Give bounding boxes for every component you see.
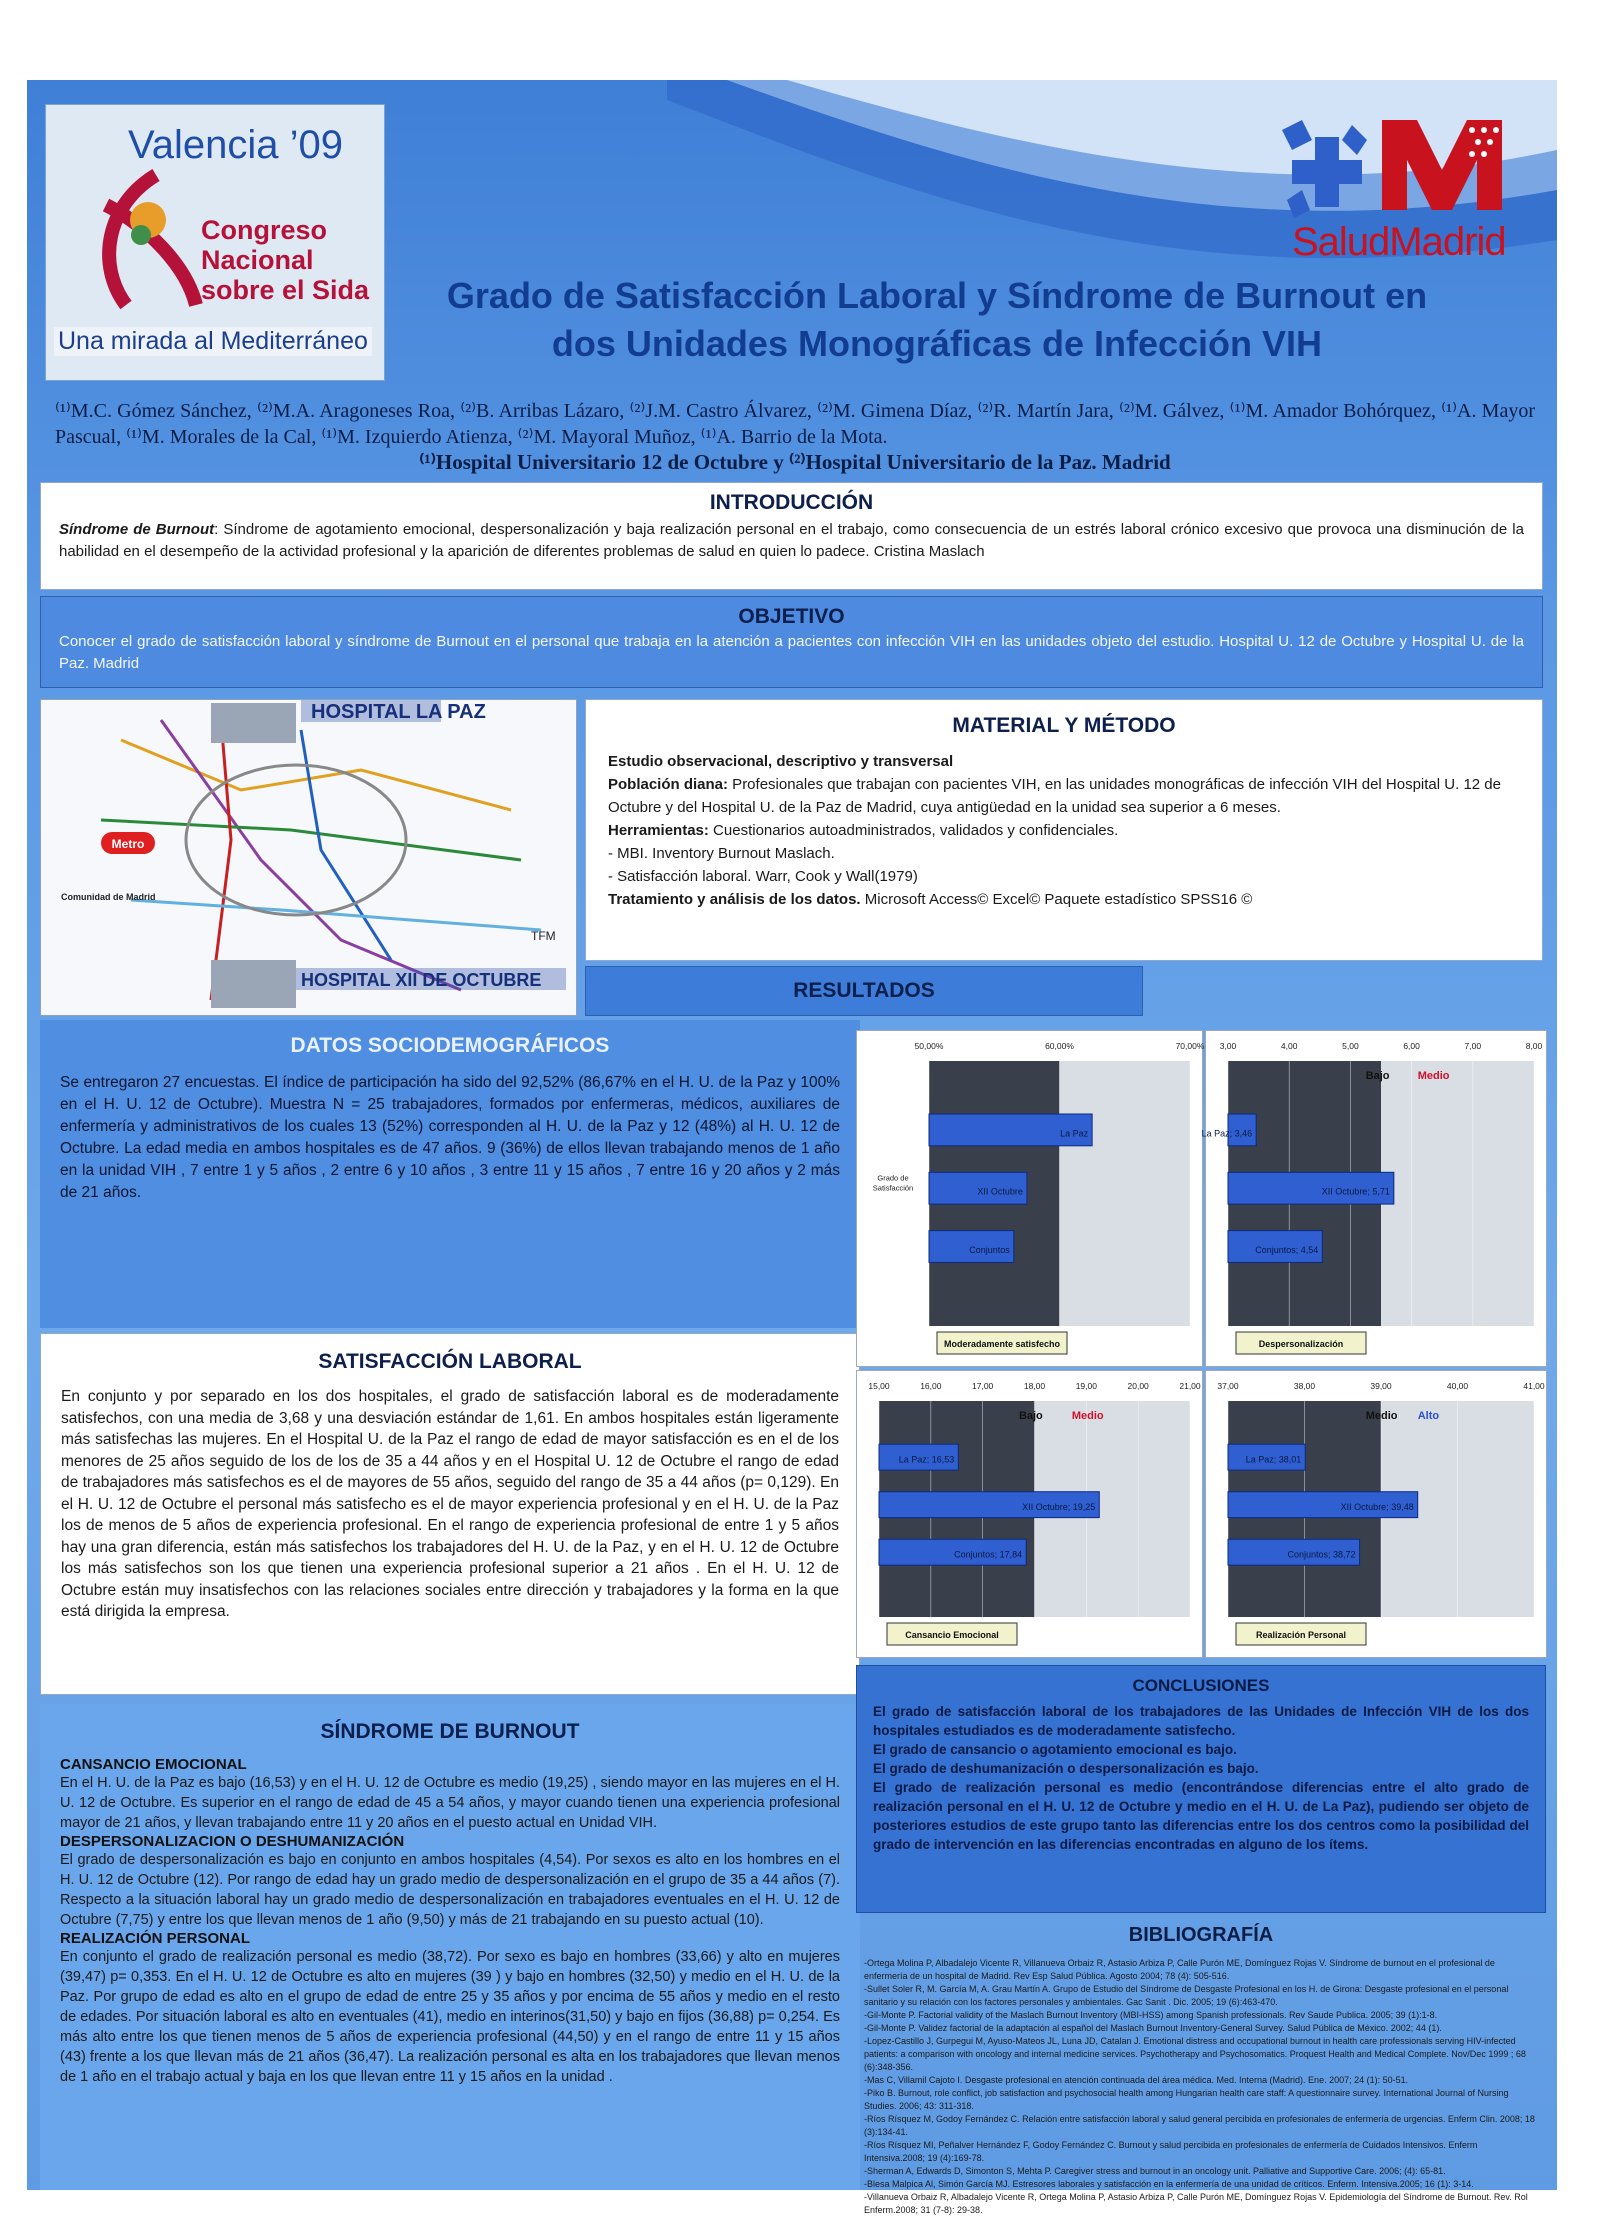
chart-despersonalizacion-svg [1201,1031,1546,1366]
tratamiento-label: Tratamiento y análisis de los datos. [608,891,861,908]
bar-label: Conjuntos; 17,84 [954,1549,1023,1560]
affiliations: ⁽¹⁾Hospital Universitario 12 de Octubre y ⁽²⁾Hospital Universitario de la Paz. Madrid [419,450,1171,474]
bar-label: Conjuntos; 4,54 [1255,1244,1319,1255]
herramienta-item-1: - MBI. Inventory Burnout Maslach. [608,845,835,862]
bibliography-item: -Sherman A, Edwards D, Simonton S, Mehta P. Caregiver stress and burnout in an oncology unit. Palliative and Supportive Care. 2006; (4): 65-81. [864,2166,1446,2176]
bibliography-item: -Ríos Rísquez MI, Peñalver Hernández F, Godoy Fernández C. Burnout y salud percibida en profesionales de enfermería de Cuidados Intensivos. Enferm Intensiva.2008; 19 (4):169-78. [864,2140,1478,2163]
x-tick-label: 4,00 [1280,1041,1298,1051]
burnout-section [40,1704,860,2190]
x-tick-label: 50,00% [914,1041,944,1051]
cansancio-text: En el H. U. de la Paz es bajo (16,53) y en el H. U. 12 de Octubre es medio (19,25) , siendo mayor en las mujeres en el H. U. 12 de Octubre. Es superior en el rango de edad de 45 a 54 años, y mayor cuando tienen una experiencia profesional mayor de 21 años, y llevan trabajando entre 11 y 20 años en el puesto actual en Unidad VIH. [60,1775,840,1831]
bibliography-item: -Villanueva Orbaiz R, Albadalejo Vicente R, Ortega Molina P, Astasio Arbiza P, Calle Purón ME, Domínguez Rojas V. Epidemiología del Síndrome de Burnout. Rev. Rol Enferm.2008; 31 (7-8): 29-38. [864,2192,1528,2215]
bar-label: XII Octubre; 5,71 [1321,1186,1390,1197]
congress-logo [45,104,385,381]
hospital-la-paz-label: HOSPITAL LA PAZ [311,701,486,723]
x-tick-label: 16,00 [920,1381,942,1391]
zone-label: Bajo [1365,1070,1390,1082]
material-heading: MATERIAL Y MÉTODO [952,714,1176,737]
x-tick-label: 18,00 [1023,1381,1046,1391]
conclusiones-section [856,1665,1546,1913]
x-tick-label: 60,00% [1045,1041,1074,1051]
x-tick-label: 6,00 [1403,1041,1420,1051]
conclusiones-heading: CONCLUSIONES [1132,1676,1270,1695]
bibliography-item: -Blesa Malpica Al, Simón García MJ. Estresores laborales y satisfacción en la enfermería de una unidad de críticos. Enferm. Intensiva.2005; 16 (1): 3-14. [864,2179,1474,2189]
poblacion-text: Profesionales que trabajan con pacientes VIH, en las unidades monográficas de infección VIH del Hospital U. 12 de Octubre y del Hospital U. de la Paz de Madrid, cuya antigüedad en la unidad sea superior a 6 meses. [608,776,1501,816]
objetivo-section [40,596,1543,688]
material-design: Estudio observacional, descriptivo y transversal [608,753,954,770]
star-cross-icon [1282,120,1367,218]
chart-satisfaccion-svg [857,1031,1205,1366]
x-tick-label: 17,00 [972,1381,994,1391]
realizacion-title: REALIZACIÓN PERSONAL [60,1930,251,1947]
poblacion-label: Población diana: [608,776,729,793]
sociodemograficos-section [40,1020,860,1328]
congress-name-line3: sobre el Sida [201,275,370,305]
satisfaccion-text: En conjunto y por separado en los dos hospitales, el grado de satisfacción laboral es de moderadamente satisfechos, con una media de 3,68 y una desviación estándar de 1,61. En ambos hospitales están ligeramente más satisfechas las mujeres. En el Hospital U. de la Paz el rango de edad de mayor satisfacción es en el de los menores de 25 años seguido de los de los de 35 a 44 años y en el Hospital U. 12 de Octubre el rango de edad de trabajadores más satisfechos es el de mayores de 55 años, seguido del rango de 35 a 44 años (p= 0,129). En el H. U. 12 de Octubre el personal más satisfecho es el de mayor experiencia profesional y en el H. U. de la Paz los de menos de 5 años de experiencia profesional. En el rango de experiencia profesional de entre 1 y 5 años hay una gran diferencia, están más satisfechos los trabajadores del H. U. de la Paz, y en el H. U. 12 de Octubre los más satisfechos son los que tienen una experiencia profesional superior a 21 años . En el H. U. 12 de Octubre están muy insatisfechos con las relaciones sociales entre dirección y trabajadores y la forma en la que está dirigida la empresa. [61,1388,839,1620]
bar-label: La Paz; 16,53 [898,1454,955,1465]
herramienta-item-2: - Satisfacción laboral. Warr, Cook y Wall(1979) [608,868,918,885]
salud-madrid-logo [1272,100,1542,300]
introduccion-section [40,482,1543,590]
introduccion-text [59,519,1524,563]
material-text [608,750,1520,911]
metro-map [40,699,577,1016]
bibliography-item: -Gil-Monte P. Validez factorial de la adaptación al español del Maslach Burnout Inventory-General Survey. Salud Pública de México. 2002; 44 (1). [864,2023,1442,2033]
legend-label: Realización Personal [1255,1630,1347,1640]
conclusion-item: El grado de satisfacción laboral de los trabajadores de las Unidades de Infección VIH de los dos hospitales estudiados es de moderadamente satisfecho. [873,1704,1529,1738]
bar-label: La Paz [1060,1128,1089,1139]
resultados-heading: RESULTADOS [793,979,935,1002]
x-tick-label: 39,00 [1370,1381,1392,1391]
x-tick-label: 70,00% [1175,1041,1205,1051]
chart-satisfaccion [856,1030,1203,1367]
sociodemograficos-heading: DATOS SOCIODEMOGRÁFICOS [290,1034,610,1057]
zone-label: Medio [1071,1410,1104,1422]
x-tick-label: 7,00 [1464,1041,1482,1051]
legend-label: Moderadamente satisfecho [943,1339,1061,1349]
herramientas-text: Cuestionarios autoadministrados, validados y confidenciales. [708,822,1119,839]
hospital-12-octubre-label: HOSPITAL XII DE OCTUBRE [301,970,542,990]
chart-despersonalizacion [1201,1030,1547,1367]
bibliography-item: -Lopez-Castillo J, Gurpegui M, Ayuso-Mateos JL, Luna JD, Catalan J. Emotional distress and occupational burnout in health care professionals serving HIV-infected patients: a comparison with oncology and internal medicine services. Psychotherapy and Psychosomatics. Proquest Health and Medical Complete. Nov/Dec 1999 ; 68 (6):348-356. [864,2036,1526,2072]
congress-name [201,215,369,305]
poster [27,80,1557,2215]
x-tick-label: 19,00 [1075,1381,1097,1391]
realizacion-text: En conjunto el grado de realización personal es medio (38,72). Por sexo es bajo en hombres (33,66) y alto en mujeres (39,47) p= 0,353. En el H. U. 12 de Octubre es alto en mujeres (39 ) y bajo en hombres (32,50) y medio en el H. U. de la Paz. Por grupo de edad es alto en el grupo de edad de entre 25 y 35 años y por encima de 55 años y medio en el resto de edades. Por situación laboral es alto en eventuales (41), medio en interinos(31,50) y bajo en fijos (36,88) p= 0,254. Es más alto entre los que tienen menos de 5 años de experiencia profesional (44,50) y en el rango de entre 11 y 15 años (43) frente a los que llevan más de 21 años (36,47). La realización personal es alta en los trabajadores que llevan menos de 1 año en el trabajo actual y baja en los que llevan entre 11 y 15 años en la unidad . [60,1949,840,2085]
resultados-banner [585,966,1143,1016]
bibliography-item: -Ríos Rísquez M, Godoy Fernández C. Relación entre satisfacción laboral y salud general percibida en profesionales de enfermería de urgencias. Enferm Clin. 2008; 18 (3):134-41. [864,2114,1535,2137]
objetivo-text: Conocer el grado de satisfacción laboral y síndrome de Burnout en el personal que trabaja en la atención a pacientes con infección VIH en las unidades objeto del estudio. Hospital U. 12 de Octubre y Hospital U. de la Paz. Madrid [59,633,1524,672]
y-axis-label: Grado de Satisfacción [872,1173,914,1193]
ribbon-icon [86,165,206,315]
authors: ⁽¹⁾M.C. Gómez Sánchez, ⁽²⁾M.A. Aragoneses Roa, ⁽²⁾B. Arribas Lázaro, ⁽²⁾J.M. Castro Álvarez, ⁽²⁾M. Gimena Díaz, ⁽²⁾R. Martín Jara, ⁽²⁾M. Gálvez, ⁽¹⁾M. Amador Bohórquez, ⁽¹⁾A. Mayor Pascual, ⁽¹⁾M. Morales de la Cal, ⁽¹⁾M. Izquierdo Atienza, ⁽²⁾M. Mayoral Muñoz, ⁽¹⁾A. Barrio de la Mota. [55,400,1535,448]
chart-realizacion [1205,1370,1547,1658]
bibliography-item: -Sullet Soler R, M. García M, A. Grau Martín A. Grupo de Estudio del Síndrome de Desgaste Profesional en los H. de Girona: Desgaste profesional en el personal sanitario y su relación con los factores personales y ambientales. Gac Sanit . Dic. 2005; 19 (6):463-470. [864,1984,1509,2007]
satisfaccion-section [40,1333,860,1695]
introduccion-term: Síndrome de Burnout [59,521,215,538]
bar-label: Conjuntos [969,1244,1010,1255]
x-tick-label: 41,00 [1523,1381,1545,1391]
chart-cansancio-svg [857,1371,1202,1657]
comunidad-label: Comunidad de Madrid [61,892,156,902]
x-tick-label: 38,00 [1293,1381,1316,1391]
congress-city: Valencia ’09 [128,123,343,167]
bar-label: La Paz; 38,01 [1245,1454,1302,1465]
cansancio-title: CANSANCIO EMOCIONAL [60,1756,247,1773]
bar-label: XII Octubre; 39,48 [1340,1501,1414,1512]
bar-label: Conjuntos; 38,72 [1287,1549,1356,1560]
x-tick-label: 20,00 [1127,1381,1149,1391]
zone-label: Alto [1417,1410,1440,1422]
despersonalizacion-title: DESPERSONALIZACION O DESHUMANIZACIÓN [60,1833,405,1850]
bibliography-item: -Gil-Monte P. Factorial validity of the Maslach Burnout Inventory (MBI-HSS) among Spanish professionals. Rev Saude Publica. 2005; 39 (1):1-8. [864,2010,1438,2020]
burnout-heading: SÍNDROME DE BURNOUT [320,1720,580,1743]
x-tick-label: 21,00 [1179,1381,1201,1391]
despersonalizacion-text: El grado de despersonalización es bajo en conjunto en ambos hospitales (4,54). Por sexos es alto en los hombres en el H. U. 12 de Octubre (12). Por rango de edad hay un grado medio de despersonalización en el grupo de 35 a 44 años (7). Respecto a la situación laboral hay un grado medio de despersonalización en trabajadores eventuales en el H. U. 12 de Octubre (7,75) y entre los que llevan menos de 1 año (9,50) y más de 21 trabajando en su puesto actual (10). [60,1852,840,1928]
metro-map-drawing [41,700,576,1015]
conclusion-item: El grado de deshumanización o despersonalización es bajo. [873,1761,1259,1776]
bibliografia-list [864,1957,1538,2217]
conclusiones-list [873,1702,1529,1854]
material-section [585,699,1543,961]
bar-label: XII Octubre [977,1186,1023,1197]
sociodemograficos-text: Se entregaron 27 encuestas. El índice de participación ha sido del 92,52% (86,67% en el H. U. de la Paz y 100% en el H. U. 12 de Octubre). Muestra N = 25 trabajadores, formados por enfermeras, médicos, auxiliares de enfermería y administrativos de los cuales 13 (52%) corresponden al H. U. de la Paz y 12 (48%) al H. U. 12 de Octubre. La edad media en ambos hospitales es de 47 años. 9 (36%) de ellos llevan trabajando menos de 1 año en la unidad VIH , 7 entre 1 y 5 años , 2 entre 6 y 10 años , 3 entre 11 y 15 años , 7 entre 16 y 20 años y 2 más de 21 años. [60,1074,840,1201]
x-tick-label: 37,00 [1217,1381,1239,1391]
x-tick-label: 8,00 [1525,1041,1543,1051]
herramientas-label: Herramientas: [608,822,709,839]
zone-label: Bajo [1018,1410,1043,1422]
bar-label: XII Octubre; 19,25 [1022,1501,1096,1512]
tratamiento-text: Microsoft Access© Excel© Paquete estadístico SPSS16 © [860,891,1253,908]
bar-label: La Paz; 3,46 [1201,1128,1253,1139]
congress-motto: Una mirada al Mediterráneo [54,327,372,356]
congress-name-line1: Congreso [201,215,328,245]
zone-label: Medio [1417,1070,1450,1082]
bibliography-item: -Piko B. Burnout, role conflict, job satisfaction and psychosocial health among Hungarian health care staff: A questionnaire survey. International Journal of Nursing Studies. 2006; 43: 311-318. [864,2088,1509,2111]
poster-title-line2: dos Unidades Monográficas de Infección VIH [551,323,1323,364]
chart-cansancio [856,1370,1203,1658]
metro-label: Metro [111,837,145,851]
x-tick-label: 40,00 [1446,1381,1469,1391]
conclusion-item: El grado de cansancio o agotamiento emocional es bajo. [873,1742,1237,1757]
x-tick-label: 15,00 [868,1381,890,1391]
legend-label: Despersonalización [1258,1339,1344,1349]
conclusion-item: El grado de realización personal es medio (encontrándose diferencias entre el alto grado de realización personal en el H. U. 12 de Octubre y medio en el H. U. de La Paz), pudiendo ser objeto de posteriores estudios de este grupo tanto las diferencias entre los dos centros como la posibilidad del grado de intervención en las diferencias encontradas en alguno de los ítems. [873,1780,1529,1852]
bibliography-item: -Mas C, Villamil Cajoto I. Desgaste profesional en atención continuada del área médica. Med. Interna (Madrid). Ene. 2007; 24 (1): 50-51. [864,2075,1409,2085]
tfm-label: TFM [531,929,556,943]
poster-title [387,272,1487,368]
salud-madrid-text: SaludMadrid [1292,220,1506,264]
m-letter-icon [1382,120,1502,210]
chart-realizacion-svg [1206,1371,1546,1657]
congress-name-line2: Nacional [201,245,314,275]
objetivo-heading: OBJETIVO [738,605,845,628]
legend-label: Cansancio Emocional [905,1630,999,1640]
introduccion-heading: INTRODUCCIÓN [709,491,874,514]
bibliografia-section [856,1918,1546,2215]
bibliografia-heading: BIBLIOGRAFÍA [1128,1924,1274,1946]
x-tick-label: 5,00 [1342,1041,1359,1051]
bibliography-item: -Ortega Molina P, Albadalejo Vicente R, Villanueva Orbaiz R, Astasio Arbiza P, Calle Purón ME, Domínguez Rojas V. Síndrome de burnout en el profesional de enfermería de un hospital de Madrid. Rev Esp Salud Pública. Agosto 2004; 78 (4): 505-516. [864,1958,1495,1981]
introduccion-body: : Síndrome de agotamiento emocional, despersonalización y baja realización personal en el trabajo, como consecuencia de un estrés laboral crónico excesivo que provoca una disminución de la habilidad en el desempeño de la actividad profesional y la aparición de diferentes problemas de salud en quien lo padece. Cristina Maslach [59,521,1524,560]
poster-title-line1: Grado de Satisfacción Laboral y Síndrome de Burnout en [446,275,1428,316]
x-tick-label: 3,00 [1219,1041,1237,1051]
zone-label: Medio [1365,1410,1398,1422]
satisfaccion-heading: SATISFACCIÓN LABORAL [318,1350,582,1373]
